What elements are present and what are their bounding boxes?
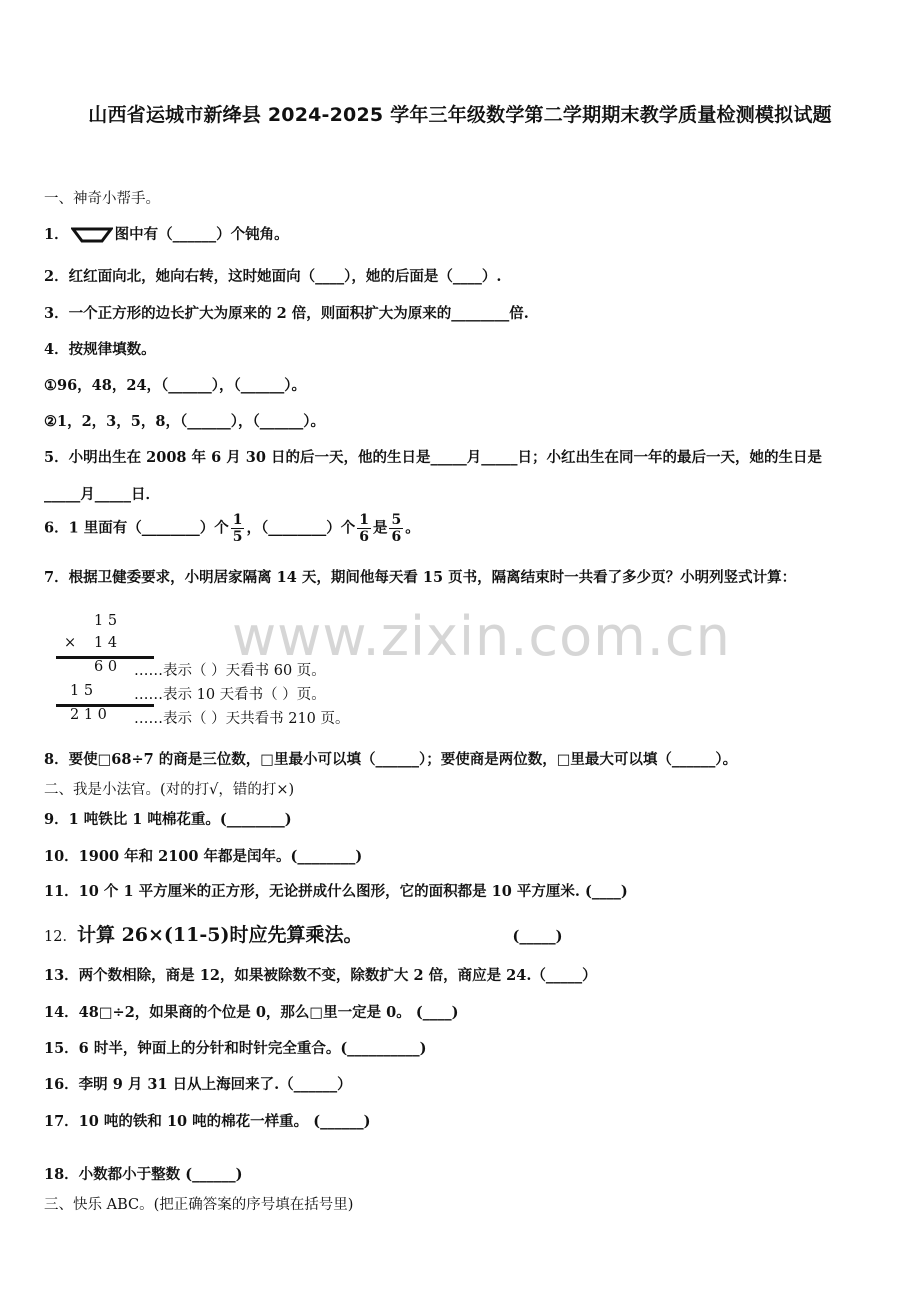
question-18: 18．小数都小于整数 (______)	[44, 1166, 243, 1183]
calc-partial-2-note: ……表示 10 天看书（ ）页。	[134, 687, 326, 703]
calc-partial-1: 6 0	[94, 659, 118, 675]
question-8: 8．要使□68÷7 的商是三位数，□里最小可以填（______）；要使商是两位数，□里最大可以填（______）。	[44, 751, 738, 768]
fraction-3: $\frac{5}{6}$	[391, 512, 402, 545]
question-4-part-2: ②1，2，3，5，8，（______），（______）。	[44, 413, 325, 430]
fraction-2: $\frac{1}{6}$	[359, 512, 369, 545]
question-3: 3．一个正方形的边长扩大为原来的 2 倍，则面积扩大为原来的________倍.	[44, 305, 529, 322]
trapezoid-figure-icon	[71, 226, 113, 244]
question-4: 4．按规律填数。	[44, 341, 156, 358]
section-3-heading: 三、快乐 ABC。(把正确答案的序号填在括号里)	[44, 1197, 354, 1213]
section-2-heading: 二、我是小法官。(对的打√，错的打×)	[44, 782, 295, 798]
calc-partial-2: 1 5	[70, 683, 94, 699]
question-2: 2．红红面向北，她向右转，这时她面向（____），她的后面是（____）.	[44, 268, 502, 285]
question-4-part-1: ①96，48，24，（______），（______）。	[44, 377, 307, 394]
question-1-number: 1．	[44, 226, 69, 243]
fraction-1: $\frac{1}{5}$	[232, 512, 243, 545]
question-9: 9．1 吨铁比 1 吨棉花重。(________)	[44, 811, 292, 828]
section-1-heading: 一、神奇小帮手。	[44, 191, 160, 207]
question-13: 13．两个数相除，商是 12，如果被除数不变，除数扩大 2 倍，商应是 24.（_____）	[44, 967, 597, 984]
question-6-part-4: 。	[405, 519, 420, 537]
question-6-part-2: ，（________）个	[246, 519, 356, 537]
question-12-text: 计算 26×(11-5)时应先算乘法。	[76, 924, 363, 946]
calc-multiplicand: 1 5	[94, 613, 118, 629]
calc-partial-1-note: ……表示（ ）天看书 60 页。	[134, 663, 326, 679]
calc-multiplier: 1 4	[94, 635, 118, 651]
question-10: 10．1900 年和 2100 年都是闰年。(________)	[44, 848, 363, 865]
calc-times-sign: ×	[64, 635, 77, 651]
page-title: 山西省运城市新绛县 2024-2025 学年三年级数学第二学期期末教学质量检测模拟试题	[88, 104, 832, 126]
question-15: 15．6 时半，钟面上的分针和时针完全重合。(__________)	[44, 1040, 427, 1057]
question-17: 17．10 吨的铁和 10 吨的棉花一样重。 (______)	[44, 1113, 371, 1130]
question-1-text: 图中有（______）个钝角。	[114, 226, 289, 243]
calc-product-note: ……表示（ ）天共看书 210 页。	[134, 711, 350, 727]
calc-product: 2 1 0	[70, 707, 107, 723]
question-11: 11．10 个 1 平方厘米的正方形，无论拼成什么图形，它的面积都是 10 平方厘米. (____)	[44, 883, 628, 900]
question-12	[44, 920, 562, 947]
question-5-line-2: _____月_____日．	[44, 486, 160, 503]
question-12-number: 12．	[44, 929, 77, 945]
question-7: 7．根据卫健委要求，小明居家隔离 14 天，期间他每天看 15 页书，隔离结束时一共看了多少页？小明列竖式计算：	[44, 569, 797, 586]
question-12-blank: (_____)	[512, 928, 563, 945]
question-6-part-3: 是	[372, 519, 388, 537]
question-5-line-1: 5．小明出生在 2008 年 6 月 30 日的后一天，他的生日是_____月_____日；小红出生在同一年的最后一天，她的生日是	[44, 449, 822, 466]
question-16: 16．李明 9 月 31 日从上海回来了.（______）	[44, 1076, 352, 1093]
question-1	[44, 223, 289, 244]
watermark: www.zixin.com.cn	[232, 605, 731, 668]
question-14: 14．48□÷2，如果商的个位是 0，那么□里一定是 0。 (____)	[44, 1004, 459, 1021]
question-6-part-1: 6．1 里面有（________）个	[44, 519, 229, 537]
question-6	[44, 512, 420, 545]
